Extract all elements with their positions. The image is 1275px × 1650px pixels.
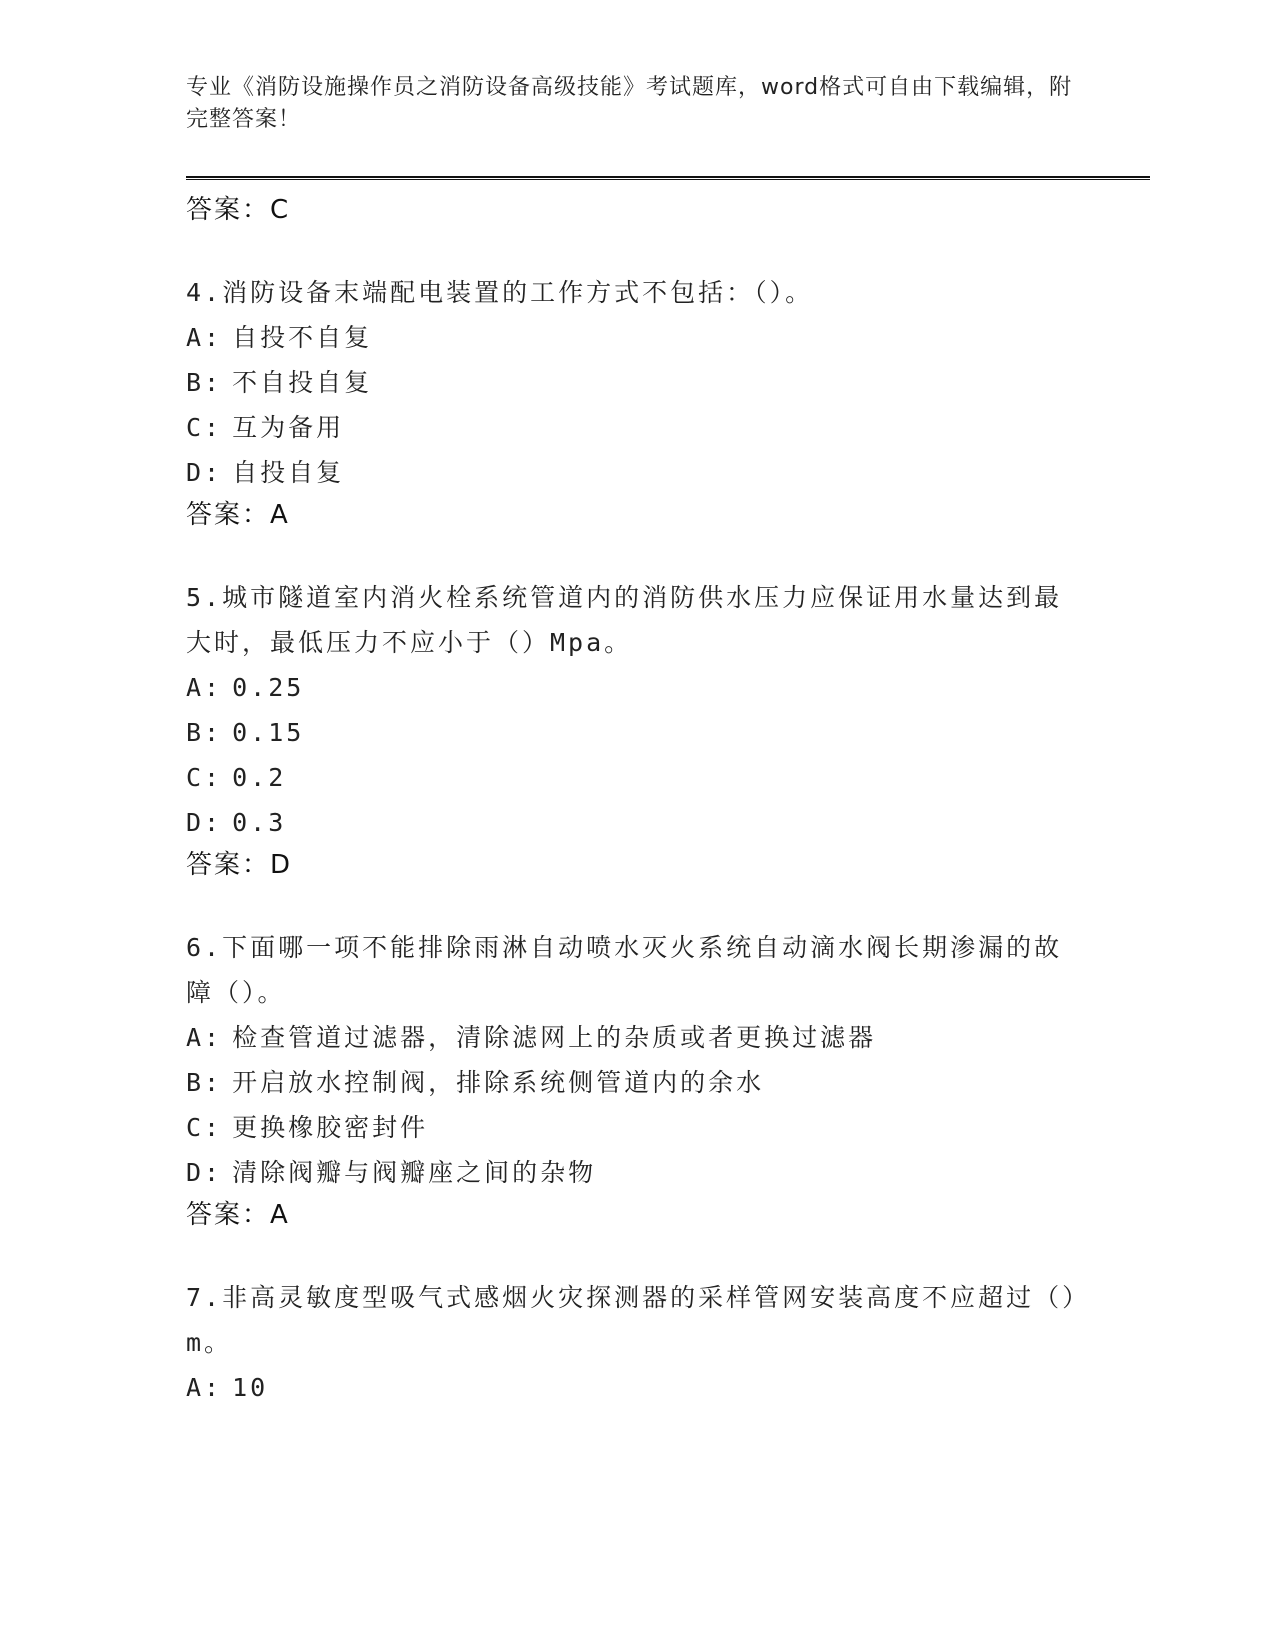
option-key: A: xyxy=(186,1373,223,1402)
option-key: C: xyxy=(186,763,223,792)
question-stem: 7.非高灵敏度型吸气式感烟火灾探测器的采样管网安装高度不应超过（）m。 xyxy=(186,1283,1078,1357)
option-key: C: xyxy=(186,413,223,442)
option-text: 更换橡胶密封件 xyxy=(232,1113,429,1142)
option-text: 10 xyxy=(232,1373,269,1402)
answer-label: 答案： xyxy=(186,850,271,880)
question-7 xyxy=(186,1275,1086,1410)
option-a xyxy=(186,315,1086,360)
option-c xyxy=(186,405,1086,450)
answer-line xyxy=(186,1195,1086,1235)
option-text: 自投不自复 xyxy=(232,323,373,352)
option-key: B: xyxy=(186,1068,223,1097)
option-key: B: xyxy=(186,368,223,397)
question-6 xyxy=(186,925,1086,1235)
question-stem: 4.消防设备末端配电装置的工作方式不包括：（）。 xyxy=(186,278,814,307)
question-stem: 6.下面哪一项不能排除雨淋自动喷水灭火系统自动滴水阀长期渗漏的故障（）。 xyxy=(186,933,1063,1007)
option-key: B: xyxy=(186,718,223,747)
option-text: 互为备用 xyxy=(232,413,345,442)
option-a xyxy=(186,1015,1086,1060)
option-key: D: xyxy=(186,808,223,837)
option-b xyxy=(186,1060,1086,1105)
option-text: 清除阀瓣与阀瓣座之间的杂物 xyxy=(232,1158,597,1187)
answer-label: 答案： xyxy=(186,195,271,225)
answer-value: D xyxy=(270,850,291,880)
option-key: D: xyxy=(186,1158,223,1187)
answer-line xyxy=(186,190,1086,230)
option-a xyxy=(186,1365,1086,1410)
answer-line xyxy=(186,845,1086,885)
option-key: A: xyxy=(186,673,223,702)
document-body xyxy=(186,190,1086,1410)
option-key: C: xyxy=(186,1113,223,1142)
answer-value: A xyxy=(270,500,288,530)
option-b xyxy=(186,360,1086,405)
option-text: 开启放水控制阀，排除系统侧管道内的余水 xyxy=(232,1068,765,1097)
option-key: A: xyxy=(186,1023,223,1052)
option-b xyxy=(186,710,1086,755)
option-text: 不自投自复 xyxy=(232,368,373,397)
question-4 xyxy=(186,270,1086,535)
option-a xyxy=(186,665,1086,710)
answer-label: 答案： xyxy=(186,1200,271,1230)
question-5 xyxy=(186,575,1086,885)
option-c xyxy=(186,1105,1086,1150)
option-d xyxy=(186,1150,1086,1195)
document-header-text: 专业《消防设施操作员之消防设备高级技能》考试题库，word格式可自由下载编辑，附完整答案！ xyxy=(186,75,1073,132)
option-text: 0.25 xyxy=(232,673,305,702)
option-text: 0.3 xyxy=(232,808,287,837)
option-text: 检查管道过滤器，清除滤网上的杂质或者更换过滤器 xyxy=(232,1023,877,1052)
option-key: D: xyxy=(186,458,223,487)
option-d xyxy=(186,450,1086,495)
option-c xyxy=(186,755,1086,800)
option-text: 0.2 xyxy=(232,763,287,792)
question-stem: 5.城市隧道室内消火栓系统管道内的消防供水压力应保证用水量达到最大时，最低压力不应小于（）Mpa。 xyxy=(186,583,1063,657)
option-text: 0.15 xyxy=(232,718,305,747)
answer-value: A xyxy=(270,1200,288,1230)
answer-value: C xyxy=(270,195,289,225)
header-divider xyxy=(186,176,1150,180)
answer-label: 答案： xyxy=(186,500,271,530)
option-text: 自投自复 xyxy=(232,458,345,487)
option-d xyxy=(186,800,1086,845)
answer-line xyxy=(186,495,1086,535)
option-key: A: xyxy=(186,323,223,352)
